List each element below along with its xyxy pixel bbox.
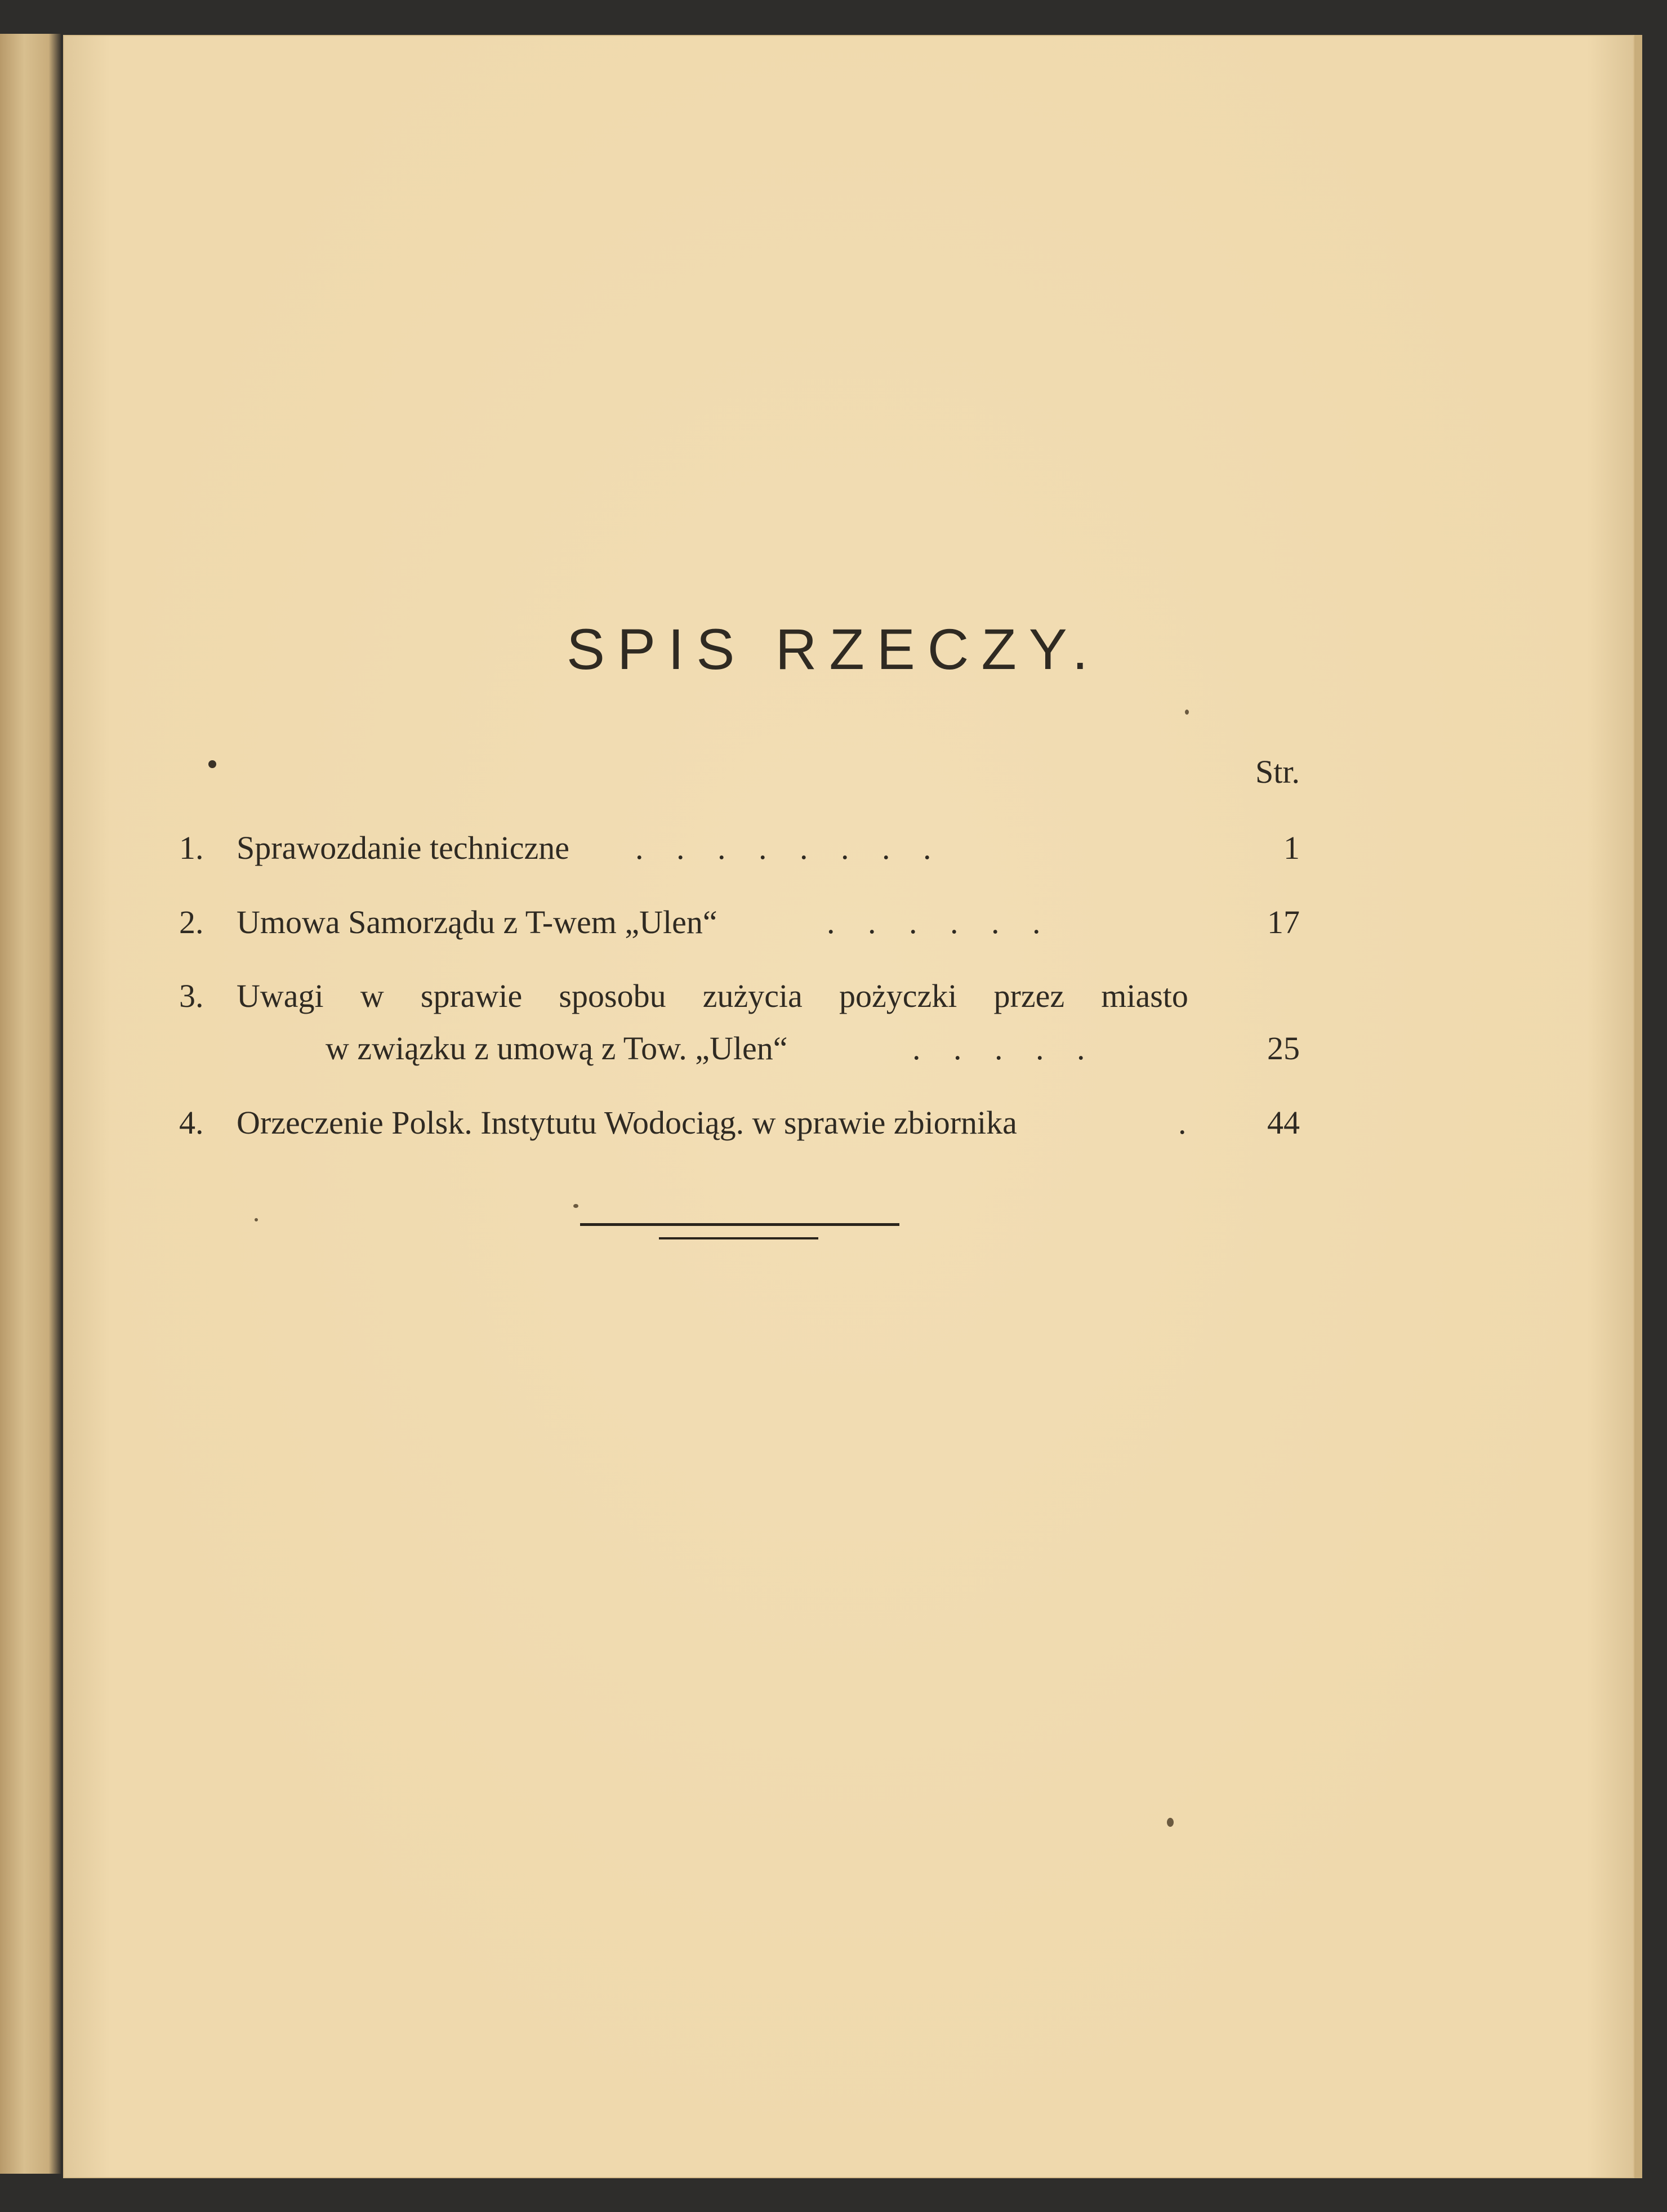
toc-entry-page: 25 bbox=[1267, 1030, 1300, 1067]
end-rule-short bbox=[659, 1237, 818, 1239]
toc-entry-number: 1. bbox=[179, 830, 204, 866]
toc-entry-number: 2. bbox=[179, 904, 204, 940]
toc-word: pożyczki bbox=[839, 978, 957, 1014]
toc-entry-page: 17 bbox=[1267, 904, 1300, 940]
paper-speck bbox=[255, 1218, 258, 1221]
toc-entry-title bbox=[237, 977, 1188, 1015]
paper-speck bbox=[573, 1204, 578, 1208]
paper-speck bbox=[1185, 710, 1189, 715]
toc-word: Uwagi bbox=[237, 978, 324, 1014]
page-column-label: Str. bbox=[1255, 753, 1300, 790]
toc-entry-title: Sprawozdanie techniczne bbox=[237, 830, 569, 866]
toc-entry-page: 1 bbox=[1283, 830, 1300, 866]
toc-entry-3-continuation bbox=[0, 1029, 1667, 1074]
page-title: SPIS RZECZY. bbox=[567, 617, 1100, 681]
toc-word: zużycia bbox=[702, 978, 803, 1014]
toc-entry-title: Umowa Samorządu z T-wem „Ulen“ bbox=[237, 904, 717, 940]
toc-entry-1 bbox=[0, 829, 1667, 874]
toc-word: sposobu bbox=[559, 978, 666, 1014]
toc-word: miasto bbox=[1101, 978, 1188, 1014]
toc-leader-dots: . . . . . . bbox=[827, 904, 1041, 940]
toc-word: w bbox=[360, 978, 384, 1014]
toc-word: sprawie bbox=[420, 978, 523, 1014]
toc-leader-dots: . . . . . bbox=[912, 1030, 1085, 1067]
toc-entry-title-continuation: w związku z umową z Tow. „Ulen“ bbox=[326, 1030, 788, 1067]
paper-speck bbox=[1167, 1818, 1174, 1827]
toc-leader-dots: . . . . . . . . bbox=[635, 830, 931, 866]
toc-entry-4 bbox=[0, 1104, 1667, 1149]
toc-entry-title: Orzeczenie Polsk. Instytutu Wodociąg. w sprawie zbiornika bbox=[237, 1104, 1017, 1141]
toc-entry-3 bbox=[0, 977, 1667, 1022]
end-rule-long bbox=[580, 1223, 899, 1226]
toc-entry-page: 44 bbox=[1267, 1104, 1300, 1141]
toc-entry-number: 4. bbox=[179, 1104, 204, 1141]
toc-entry-2 bbox=[0, 903, 1667, 948]
toc-entry-number: 3. bbox=[179, 978, 204, 1014]
toc-leader-dots: . bbox=[1178, 1104, 1187, 1141]
ink-dot bbox=[208, 760, 216, 768]
toc-word: przez bbox=[993, 978, 1065, 1014]
